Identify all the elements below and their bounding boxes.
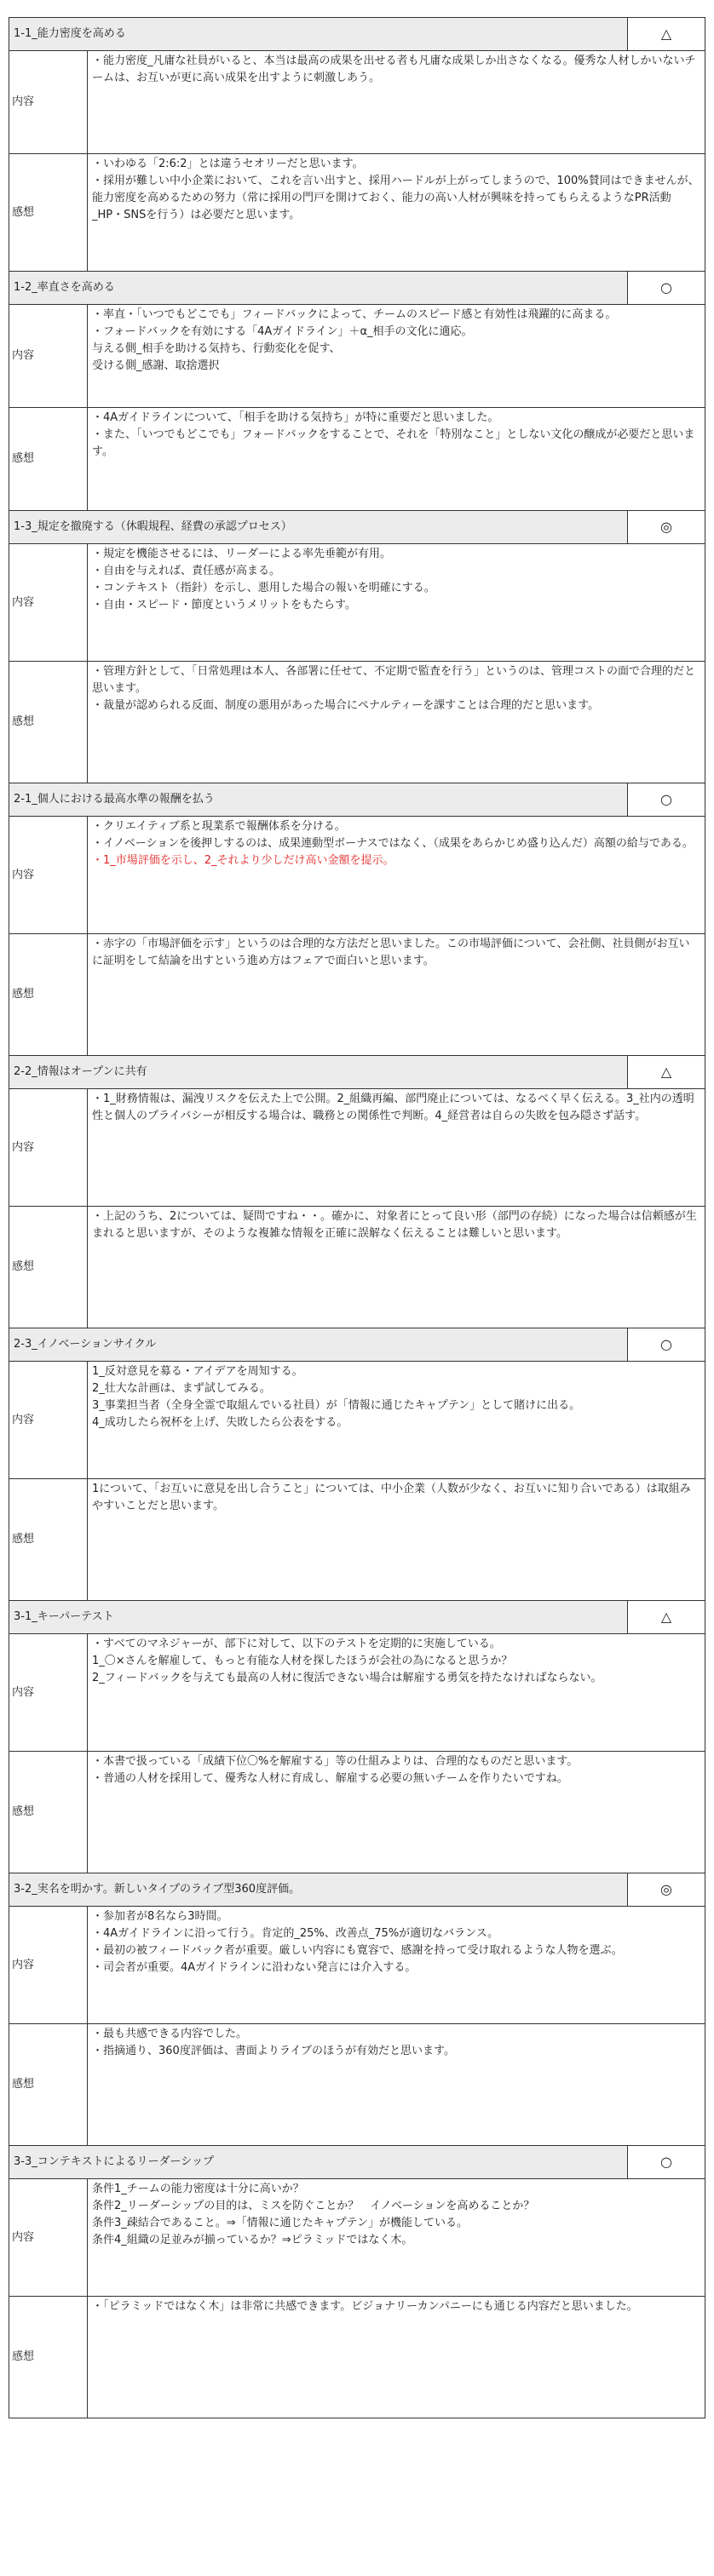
rating-mark: ○	[628, 1328, 705, 1362]
rating-mark: ◎	[628, 511, 705, 544]
impression-row	[9, 2297, 705, 2418]
impression-text	[88, 934, 705, 1056]
impression-row	[9, 662, 705, 783]
text-line: ・採用が難しい中小企業において、これを言い出すと、採用ハードルが上がってしまうので、100%賛同はできませんが、能力密度を高めるための努力（常に採用の門戸を開けておく、能力の高い人材が興味を持ってもらえるようなPR活動_HP・SNSを行う）は必要だと思います。	[92, 175, 700, 221]
impression-row	[9, 934, 705, 1056]
section-title: 2-3_イノベーションサイクル	[9, 1328, 628, 1362]
text-line: ・司会者が重要。4Aガイドラインに沿わない発言には介入する。	[92, 1961, 417, 1974]
impression-row	[9, 1752, 705, 1873]
text-line: ・フォードバックを有効にする「4Aガイドライン」＋α_相手の文化に適応。	[92, 325, 473, 338]
text-line: ・指摘通り、360度評価は、書面よりライブのほうが有効だと思います。	[92, 2045, 455, 2057]
text-line: ・参加者が8名なら3時間。	[92, 1910, 228, 1923]
text-line: ・普通の人材を採用して、優秀な人材に育成し、解雇する必要の無いチームを作りたいですね。	[92, 1772, 568, 1785]
text-line: ・いわゆる「2:6:2」とは違うセオリーだと思います。	[92, 158, 364, 170]
impression-text	[88, 1207, 705, 1328]
text-line: 4_成功したら祝杯を上げ、失敗したら公表をする。	[92, 1416, 348, 1429]
rating-mark: ○	[628, 2146, 705, 2179]
section-header-row	[9, 272, 705, 305]
text-line: ・1_市場評価を示し、2_それより少しだけ高い金額を提示。	[92, 854, 394, 867]
section-title: 3-2_実名を明かす。新しいタイプのライブ型360度評価。	[9, 1873, 628, 1907]
section-title: 3-1_キーパーテスト	[9, 1601, 628, 1634]
text-line: ・1_財務情報は、漏洩リスクを伝えた上で公開。2_組織再編、部門廃止については、なるべく早く伝える。3_社内の透明性と個人のプライバシーが相反する場合は、職務との関係性で判断。4_経営者は自らの失敗を包み隠さず話す。	[92, 1093, 694, 1122]
rating-mark: △	[628, 1056, 705, 1089]
text-line: 2_フィードバックを与えても最高の人材に復活できない場合は解雇する勇気を持たなければならない。	[92, 1672, 602, 1684]
content-label: 内容	[9, 305, 88, 408]
text-line: ・イノベーションを後押しするのは、成果連動型ボーナスではなく、（成果をあらかじめ盛り込んだ）高額の給与である。	[92, 837, 694, 850]
text-line: 条件1_チームの能力密度は十分に高いか？	[92, 2183, 304, 2195]
rating-mark: ○	[628, 783, 705, 817]
text-line: ・「ピラミッドではなく木」は非常に共感できます。ビジョナリーカンパニーにも通じる内容だと思いました。	[92, 2300, 638, 2313]
impression-label: 感想	[9, 2024, 88, 2146]
content-label: 内容	[9, 544, 88, 662]
content-row	[9, 544, 705, 662]
impression-label: 感想	[9, 1207, 88, 1328]
section-title: 2-1_個人における最高水準の報酬を払う	[9, 783, 628, 817]
text-line: 3_事業担当者（全身全霊で取組んでいる社員）が「情報に通じたキャプテン」として賭けに出る。	[92, 1399, 581, 1412]
text-line: ・管理方針として、「日常処理は本人、各部署に任せて、不定期で監査を行う」というのは、管理コストの面で合理的だと思います。	[92, 665, 695, 695]
content-row	[9, 1634, 705, 1752]
text-line: ・自由・スピード・節度というメリットをもたらす。	[92, 599, 356, 611]
content-row	[9, 1907, 705, 2024]
section-header-row	[9, 18, 705, 51]
content-text	[88, 1907, 705, 2024]
text-line: 条件2_リーダーシップの目的は、ミスを防ぐことか？ イノベーションを高めることか？	[92, 2200, 535, 2212]
section-header-row	[9, 1328, 705, 1362]
text-line: ・自由を与えれば、責任感が高まる。	[92, 565, 281, 577]
text-line: ・率直・「いつでもどこでも」フィードバックによって、チームのスピード感と有効性は飛躍的に高まる。	[92, 308, 617, 321]
impression-text	[88, 662, 705, 783]
text-line: ・コンテキスト（指針）を示し、悪用した場合の報いを明確にする。	[92, 582, 435, 594]
rating-mark: △	[628, 18, 705, 51]
text-line: 与える側_相手を助ける気持ち、行動変化を促す、	[92, 342, 341, 355]
content-label: 内容	[9, 51, 88, 154]
text-line: ・4Aガイドラインに沿って行う。肯定的_25%、改善点_75%が適切なバランス。	[92, 1927, 499, 1940]
impression-label: 感想	[9, 154, 88, 272]
text-line: 条件4_組織の足並みが揃っているか？⇒ピラミッドではなく木。	[92, 2234, 413, 2246]
text-line: ・最も共感できる内容でした。	[92, 2028, 248, 2040]
text-line: 2_壮大な計画は、まず試してみる。	[92, 1382, 271, 1395]
text-line: ・本書で扱っている「成績下位〇%を解雇する」等の仕組みよりは、合理的なものだと思います。	[92, 1755, 579, 1768]
rating-mark: ○	[628, 272, 705, 305]
text-line: ・また、「いつでもどこでも」フォードバックをすることで、それを「特別なこと」としない文化の醸成が必要だと思います。	[92, 428, 695, 458]
text-line: ・赤字の「市場評価を示す」というのは合理的な方法だと思いました。この市場評価について、会社側、社員側がお互いに証明をして結論を出すという進め方はフェアで面白いと思います。	[92, 938, 690, 967]
section-title: 1-1_能力密度を高める	[9, 18, 628, 51]
impression-text	[88, 2297, 705, 2418]
impression-text	[88, 1479, 705, 1601]
text-line: 受ける側_感謝、取捨選択	[92, 359, 220, 372]
content-label: 内容	[9, 1634, 88, 1752]
text-line: 1_反対意見を募る・アイデアを周知する。	[92, 1365, 303, 1378]
content-text	[88, 305, 705, 408]
content-label: 内容	[9, 817, 88, 934]
content-row	[9, 305, 705, 408]
text-line: ・規定を機能させるには、リーダーによる率先垂範が有用。	[92, 548, 392, 560]
section-header-row	[9, 1873, 705, 1907]
impression-label: 感想	[9, 1479, 88, 1601]
text-line: ・上記のうち、2については、疑問ですね・・。確かに、対象者にとって良い形（部門の存続）になった場合は信頼感が生まれると思いますが、そのような複雑な情報を正確に誤解なく伝えることは難しいと思います。	[92, 1210, 697, 1240]
impression-label: 感想	[9, 662, 88, 783]
impression-text	[88, 408, 705, 511]
impression-row	[9, 1207, 705, 1328]
section-header-row	[9, 1601, 705, 1634]
section-header-row	[9, 1056, 705, 1089]
rating-mark: △	[628, 1601, 705, 1634]
impression-row	[9, 1479, 705, 1601]
text-line: 1_〇×さんを解雇して、もっと有能な人材を探したほうが会社の為になると思うか？	[92, 1655, 513, 1667]
impression-row	[9, 408, 705, 511]
section-title: 3-3_コンテキストによるリーダーシップ	[9, 2146, 628, 2179]
section-header-row	[9, 2146, 705, 2179]
impression-label: 感想	[9, 2297, 88, 2418]
text-line: 条件3_疎結合であること。⇒「情報に通じたキャプテン」が機能している。	[92, 2217, 469, 2229]
notes-table	[9, 17, 705, 2418]
impression-text	[88, 2024, 705, 2146]
text-line: ・能力密度_凡庸な社員がいると、本当は最高の成果を出せる者も凡庸な成果しか出さなくなる。優秀な人材しかいないチームは、お互いが更に高い成果を出すように刺激しあう。	[92, 55, 696, 84]
section-header-row	[9, 511, 705, 544]
text-line: 1について、「お互いに意見を出し合うこと」については、中小企業（人数が少なく、お互いに知り合いである）は取組みやすいことだと思います。	[92, 1483, 691, 1512]
content-row	[9, 1362, 705, 1479]
impression-label: 感想	[9, 934, 88, 1056]
content-text	[88, 1362, 705, 1479]
section-title: 2-2_情報はオープンに共有	[9, 1056, 628, 1089]
content-label: 内容	[9, 1907, 88, 2024]
content-text	[88, 1634, 705, 1752]
rating-mark: ◎	[628, 1873, 705, 1907]
content-text	[88, 2179, 705, 2297]
content-label: 内容	[9, 1089, 88, 1207]
text-line: ・4Aガイドラインについて、「相手を助ける気持ち」が特に重要だと思いました。	[92, 411, 499, 424]
content-label: 内容	[9, 2179, 88, 2297]
content-text	[88, 544, 705, 662]
content-row	[9, 817, 705, 934]
impression-row	[9, 154, 705, 272]
impression-label: 感想	[9, 408, 88, 511]
content-label: 内容	[9, 1362, 88, 1479]
section-title: 1-2_率直さを高める	[9, 272, 628, 305]
section-header-row	[9, 783, 705, 817]
section-title: 1-3_規定を撤廃する（休暇規程、経費の承認プロセス）	[9, 511, 628, 544]
content-text	[88, 1089, 705, 1207]
content-row	[9, 1089, 705, 1207]
impression-row	[9, 2024, 705, 2146]
content-text	[88, 51, 705, 154]
text-line: ・裁量が認められる反面、制度の悪用があった場合にペナルティーを課すことは合理的だと思います。	[92, 699, 600, 712]
text-line: ・クリエイティブ系と現業系で報酬体系を分ける。	[92, 820, 346, 833]
text-line: ・最初の被フィードバック者が重要。厳しい内容にも寛容で、感謝を持って受け取れるような人物を選ぶ。	[92, 1944, 623, 1957]
impression-text	[88, 154, 705, 272]
text-line: ・すべてのマネジャーが、部下に対して、以下のテストを定期的に実施している。	[92, 1638, 501, 1650]
impression-text	[88, 1752, 705, 1873]
content-row	[9, 51, 705, 154]
impression-label: 感想	[9, 1752, 88, 1873]
content-row	[9, 2179, 705, 2297]
content-text	[88, 817, 705, 934]
